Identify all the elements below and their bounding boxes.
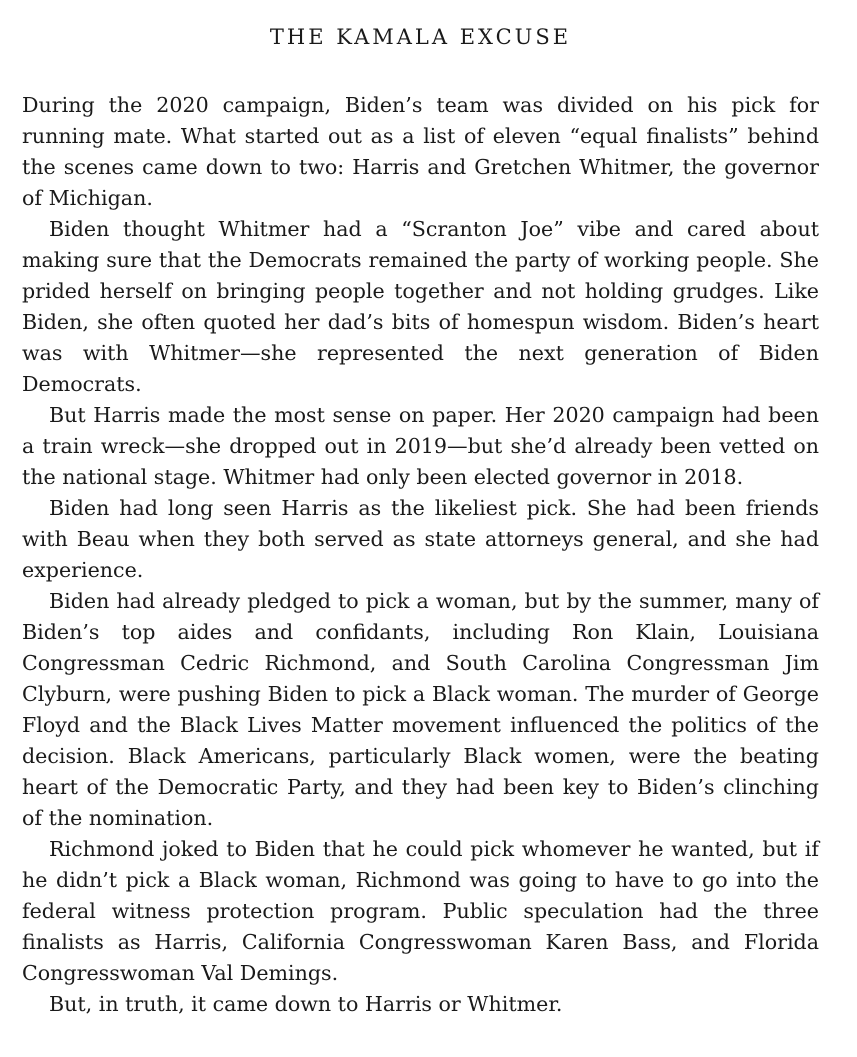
paragraph-1: During the 2020 campaign, Biden’s team was divided on his pick for running mate. What started out as a list of eleven “equal finalists” behind the scenes came down to two: Harris and Gretchen Whitmer, the governor of Michigan. (22, 93, 819, 210)
paragraph-5: Biden had already pledged to pick a woman, but by the summer, many of Biden’s top aides and confidants, including Ron Klain, Louisiana Congressman Cedric Richmond, and South Carolina Congressman Jim Clyburn, were pushing Biden to pick a Black woman. The murder of George Floyd and the Black Lives Matter movement influenced the politics of the decision. Black Americans, particularly Black women, were the beating heart of the Democratic Party, and they had been key to Biden’s clinching of the nomination. (22, 589, 819, 830)
book-page (22, 0, 819, 1020)
body-text (22, 90, 819, 1020)
paragraph-2: Biden thought Whitmer had a “Scranton Joe” vibe and cared about making sure that the Democrats remained the party of working people. She prided herself on bringing people together and not holding grudges. Like Biden, she often quoted her dad’s bits of homespun wisdom. Biden’s heart was with Whitmer—she represented the next generation of Biden Democrats. (22, 217, 819, 396)
paragraph-3: But Harris made the most sense on paper. Her 2020 campaign had been a train wreck—she dropped out in 2019—but she’d already been vetted on the national stage. Whitmer had only been elected governor in 2018. (22, 403, 819, 489)
running-head: THE KAMALA EXCUSE (269, 25, 572, 49)
paragraph-7: But, in truth, it came down to Harris or Whitmer. (49, 992, 563, 1016)
paragraph-4: Biden had long seen Harris as the likeliest pick. She had been friends with Beau when they both served as state attorneys general, and she had experience. (22, 496, 819, 582)
paragraph-6: Richmond joked to Biden that he could pick whomever he wanted, but if he didn’t pick a Black woman, Richmond was going to have to go into the federal witness protection program. Public speculation had the three finalists as Harris, California Congresswoman Karen Bass, and Florida Congresswoman Val Demings. (22, 837, 819, 985)
